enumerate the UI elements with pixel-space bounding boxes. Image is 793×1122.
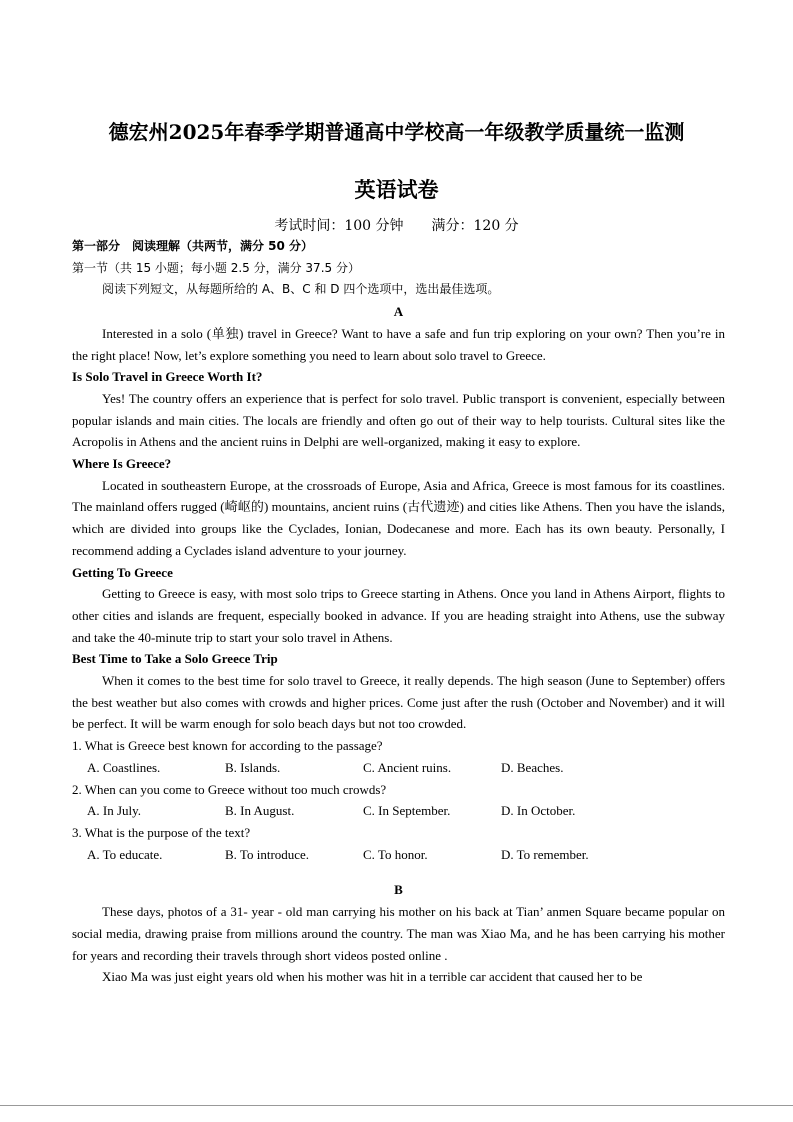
passage-a-heading-2: Where Is Greece? xyxy=(72,456,172,472)
instruction: 阅读下列短文，从每题所给的 A、B、C 和 D 四个选项中，选出最佳选项。 xyxy=(102,282,500,297)
passage-a-heading-4: Best Time to Take a Solo Greece Trip xyxy=(72,651,278,667)
passage-a-label: A xyxy=(393,304,404,320)
question-options xyxy=(72,844,725,866)
passage-b-paragraph-1: These days, photos of a 31- year - old man carrying his mother on his back at Tian’ anmen Square became popular on social media, drawing praise from millions around the country. The man was Xiao Ma, and he has been carrying his mother for years and recording their travels through short videos posted online . xyxy=(72,904,725,963)
passage-a-paragraph-3: Getting to Greece is easy, with most solo trips to Greece starting in Athens. Once you land in Athens Airport, flights to other cities and islands are frequent, especially booked in advance. If you are heading straight into Athens, use the subway and take the 40-minute trip to start your solo travel in Athens. xyxy=(72,586,725,645)
passage-a-paragraph-4: When it comes to the best time for solo travel to Greece, it really depends. The high season (June to September) offers the best weather but also comes with crowds and higher prices. Come just after the rush (October and November) and it will be perfect. It will be warm enough for solo beach days but not too crowded. xyxy=(72,673,725,732)
section1-heading: 第一节（共 15 小题；每小题 2.5 分，满分 37.5 分） xyxy=(72,260,360,275)
exam-time: 考试时间：100 分钟 xyxy=(274,218,404,234)
exam-meta xyxy=(0,215,793,235)
passage-b-label: B xyxy=(394,882,403,898)
question-stem: 3. What is the purpose of the text? xyxy=(72,824,251,840)
passage-a-intro: Interested in a solo (单独) travel in Greece? Want to have a safe and fun trip exploring on your own? Then you’re in the right place! Now, let’s explore something you need to learn about solo travel to Greece. xyxy=(72,325,725,363)
option: B. To introduce. xyxy=(225,846,310,862)
option: B. Islands. xyxy=(225,759,281,775)
exam-content xyxy=(72,236,725,988)
passage-a-paragraph-1: Yes! The country offers an experience that is perfect for solo travel. Public transport is convenient, especially between popular islands and main cities. The locals are friendly and often go out of their way to help tourists. Cultural sites like the Acropolis in Athens and the ancient ruins in Delphi are well-organized, making it easy to explore. xyxy=(72,390,725,450)
option: B. In August. xyxy=(225,803,295,819)
option: C. Ancient ruins. xyxy=(363,759,452,775)
full-score: 满分：120 分 xyxy=(431,218,519,234)
question-stem: 1. What is Greece best known for according to the passage? xyxy=(72,738,383,754)
passage-a-paragraph-2: Located in southeastern Europe, at the crossroads of Europe, Asia and Africa, Greece is most famous for its coastlines. The mainland offers rugged (崎岖的) mountains, ancient ruins (古代遗迹) and cities like Athens. Then you have the islands, which are divided into groups like the Cyclades, Ionian, Dodecanese and more. Each has its own beauty. Personally, I recommend adding a Cyclades island adventure to your journey. xyxy=(72,477,725,558)
option: A. In July. xyxy=(87,803,142,819)
part1-heading: 第一部分 阅读理解（共两节，满分 50 分） xyxy=(72,239,314,253)
option: D. In October. xyxy=(501,803,576,819)
option: C. To honor. xyxy=(363,846,428,862)
option: C. In September. xyxy=(363,803,451,819)
exam-subtitle: 英语试卷 xyxy=(354,177,439,202)
question-options xyxy=(72,800,725,822)
option: D. To remember. xyxy=(501,846,589,862)
question-stem: 2. When can you come to Greece without too much crowds? xyxy=(72,781,387,797)
question-options xyxy=(72,757,725,779)
option: D. Beaches. xyxy=(501,759,564,775)
option: A. To educate. xyxy=(87,846,163,862)
passage-a-heading-3: Getting To Greece xyxy=(72,564,173,580)
exam-title: 德宏州2025年春季学期普通高中学校高一年级教学质量统一监测 xyxy=(108,120,685,144)
option: A. Coastlines. xyxy=(87,759,161,775)
passage-b-paragraph-2: Xiao Ma was just eight years old when his mother was hit in a terrible car accident that caused her to be xyxy=(102,969,643,985)
page-bottom-divider xyxy=(0,1105,793,1106)
passage-a-heading-1: Is Solo Travel in Greece Worth It? xyxy=(72,369,263,385)
